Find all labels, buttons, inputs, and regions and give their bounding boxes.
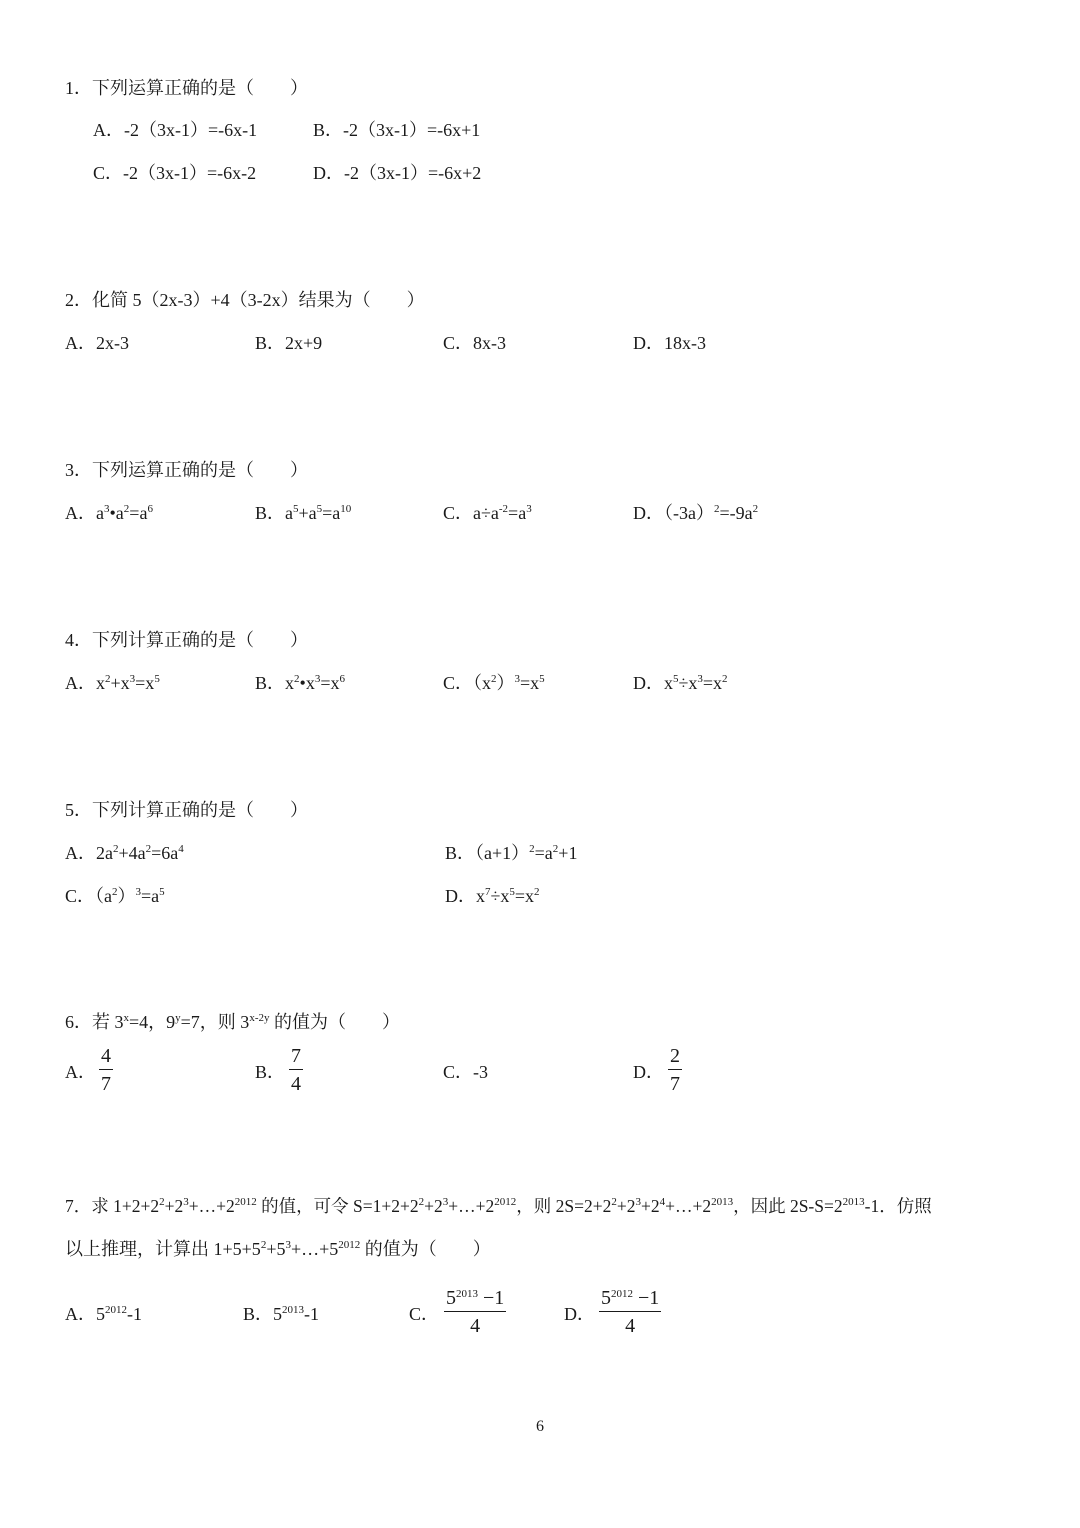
question-7-option-b: [243, 1303, 319, 1325]
exponent: 10: [340, 503, 352, 515]
numerator: [599, 1286, 661, 1310]
option-letter: D．: [633, 673, 664, 693]
exponent: 7: [485, 886, 491, 898]
math-text: =x: [514, 886, 535, 906]
question-6-letter-a: A．: [65, 1062, 96, 1082]
question-6-stem: [65, 1011, 400, 1033]
question-3-option-d: [633, 502, 758, 524]
exponent: 5: [159, 886, 165, 898]
option-letter: C．: [443, 503, 474, 523]
question-4-option-a: [65, 672, 160, 694]
math-text: 5: [96, 1304, 105, 1324]
math-text: 的值为（ ）: [360, 1239, 491, 1259]
exponent: 2: [123, 503, 130, 515]
exponent: 3: [697, 673, 703, 685]
math-text: −1: [478, 1287, 505, 1309]
math-text: ÷x: [678, 673, 698, 693]
question-5-option-c: [65, 885, 165, 907]
question-1-stem: 1．下列运算正确的是（ ）: [65, 78, 308, 98]
exponent: 2: [552, 843, 559, 855]
question-4-option-d: [633, 672, 728, 694]
exponent: 5: [293, 503, 299, 515]
fraction-bar: [668, 1069, 682, 1070]
math-text: =a: [141, 886, 160, 906]
denominator: 4: [625, 1315, 636, 1337]
math-text: ）: [117, 886, 136, 906]
option-letter: C．: [443, 1062, 474, 1082]
option-letter: B．: [255, 503, 286, 523]
option-letter: A．: [65, 673, 96, 693]
option-letter: C．: [443, 673, 474, 693]
exponent: 2013: [282, 1304, 305, 1316]
option-letter: B．: [445, 843, 476, 863]
exponent: 6: [339, 673, 345, 685]
math-text: +2: [616, 1196, 636, 1216]
exponent: 2: [491, 673, 497, 685]
math-text: 以上推理，计算出 1+5+5: [65, 1239, 261, 1259]
exponent: 4: [659, 1196, 666, 1208]
option-letter: A．: [65, 503, 96, 523]
exponent: 3: [635, 1196, 641, 1208]
exponent: 2013: [711, 1196, 734, 1208]
question-2-option-d: D．18x-3: [633, 333, 706, 353]
question-5-option-d: [445, 885, 540, 907]
denominator: 7: [101, 1073, 111, 1095]
question-6-option-a-fraction: [99, 1044, 113, 1096]
math-text: x: [664, 673, 673, 693]
math-text: =x: [520, 673, 540, 693]
math-text: -1．仿照: [864, 1196, 932, 1216]
math-text: +4a: [118, 843, 146, 863]
math-text: 的值为（ ）: [269, 1012, 400, 1032]
question-7-stem-line-1: [65, 1195, 932, 1217]
math-text: -3: [473, 1062, 489, 1082]
exponent: 2: [105, 673, 111, 685]
question-1-option-d: D．-2（3x-1）=-6x+2: [313, 163, 482, 183]
exponent: 2012: [611, 1288, 633, 1300]
question-7-stem-line-2: [65, 1238, 491, 1260]
fraction-bar: [289, 1069, 303, 1070]
question-7-letter-c: C．: [409, 1304, 440, 1324]
question-6-letter-d: D．: [633, 1062, 664, 1082]
exponent: 5: [509, 886, 515, 898]
question-1-option-a: A．-2（3x-1）=-6x-1: [93, 120, 258, 140]
fraction-bar: [599, 1311, 661, 1312]
question-6-letter-b: B．: [255, 1062, 286, 1082]
math-text: +…+2: [448, 1196, 495, 1216]
exponent: x-2y: [249, 1012, 270, 1024]
question-7-letter-d: D．: [564, 1304, 595, 1324]
exponent: 3: [285, 1239, 291, 1251]
question-4-option-b: [255, 672, 345, 694]
math-text: =x: [320, 673, 340, 693]
exponent: 3: [129, 673, 136, 685]
math-text: +…+5: [290, 1239, 339, 1259]
math-text: +…+2: [665, 1196, 712, 1216]
question-6-option-c: [443, 1061, 488, 1083]
math-text: x: [285, 673, 295, 693]
exponent: 2: [418, 1196, 425, 1208]
exponent: y: [175, 1012, 181, 1024]
exponent: 2013: [842, 1196, 865, 1208]
exponent: 2: [529, 843, 535, 855]
math-text: =4，9: [129, 1012, 176, 1032]
exponent: 6: [147, 503, 153, 515]
denominator: 4: [470, 1315, 481, 1337]
exponent: 3: [314, 673, 321, 685]
question-2-stem: 2．化简 5（2x-3）+4（3-2x）结果为（ ）: [65, 290, 425, 310]
exponent: 3: [135, 886, 142, 898]
exponent: 2: [722, 673, 728, 685]
math-text: =a: [322, 503, 341, 523]
question-1-option-c: C．-2（3x-1）=-6x-2: [93, 163, 257, 183]
math-text: =x: [702, 673, 723, 693]
math-text: =6a: [151, 843, 179, 863]
math-text: 5: [273, 1304, 283, 1324]
question-6-option-b-fraction: [289, 1044, 303, 1096]
exponent: 2: [611, 1196, 617, 1208]
math-text: （a: [95, 886, 113, 906]
exponent: 2013: [456, 1288, 478, 1300]
exponent: -2: [498, 503, 509, 515]
math-text: +…+2: [188, 1196, 235, 1216]
math-text: 的值，可令 S=1+2+2: [256, 1196, 419, 1216]
question-3-stem: 3．下列运算正确的是（ ）: [65, 460, 308, 480]
exponent: 2: [260, 1239, 267, 1251]
exponent: 5: [539, 673, 545, 685]
exponent: 3: [442, 1196, 449, 1208]
option-letter: D．: [633, 503, 664, 523]
math-text: =a: [508, 503, 527, 523]
question-5-option-a: [65, 842, 184, 864]
math-text: =x: [135, 673, 155, 693]
exponent: 2: [113, 843, 119, 855]
question-2-option-b: B．2x+9: [255, 333, 323, 353]
math-text: （-3a）: [664, 503, 714, 523]
math-text: =a: [129, 503, 148, 523]
math-text: +2: [640, 1196, 660, 1216]
math-text: −1: [633, 1287, 660, 1309]
exponent: 3: [514, 673, 521, 685]
exponent: 2012: [105, 1304, 127, 1316]
math-text: ÷x: [490, 886, 510, 906]
option-letter: B．: [255, 673, 286, 693]
question-4-option-c: [443, 672, 545, 694]
question-5-option-b: [445, 842, 577, 864]
exponent: 5: [154, 673, 160, 685]
question-7-option-d-fraction: [599, 1286, 661, 1338]
exponent: 5: [673, 673, 679, 685]
exponent: 3: [183, 1196, 189, 1208]
math-text: ）: [496, 673, 515, 693]
math-text: （x: [473, 673, 492, 693]
math-text: =a: [534, 843, 553, 863]
exponent: 2: [752, 503, 759, 515]
math-text: +2: [164, 1196, 184, 1216]
numerator: 7: [291, 1045, 301, 1067]
exponent: 3: [104, 503, 110, 515]
exponent: 2012: [338, 1239, 361, 1251]
math-text: +5: [266, 1239, 286, 1259]
fraction-bar: [99, 1069, 113, 1070]
question-1-option-b: B．-2（3x-1）=-6x+1: [313, 120, 481, 140]
exponent: 3: [526, 503, 532, 515]
question-3-option-c: [443, 502, 532, 524]
exponent: 2: [294, 673, 300, 685]
denominator: 7: [670, 1073, 680, 1095]
math-text: +1: [558, 843, 578, 863]
exponent: 2012: [494, 1196, 517, 1208]
question-2-option-c: C．8x-3: [443, 333, 506, 353]
exponent: 5: [316, 503, 323, 515]
question-5-stem: 5．下列计算正确的是（ ）: [65, 800, 308, 820]
exponent: 2: [534, 886, 540, 898]
fraction-bar: [444, 1311, 506, 1312]
math-text: a: [96, 503, 104, 523]
exponent: 2: [713, 503, 720, 515]
math-text: ，因此 2S-S=2: [733, 1196, 843, 1216]
math-text: =7，则 3: [180, 1012, 250, 1032]
option-letter: A．: [65, 1304, 96, 1324]
option-letter: D．: [445, 886, 476, 906]
question-7-option-c-fraction: [444, 1286, 506, 1338]
math-text: 2a: [96, 843, 113, 863]
math-text: 5: [601, 1287, 611, 1309]
math-text: x: [96, 673, 105, 693]
math-text: +a: [298, 503, 317, 523]
question-3-option-b: [255, 502, 351, 524]
exponent: x: [123, 1012, 129, 1024]
numerator: [444, 1286, 506, 1310]
math-text: a÷a: [473, 503, 499, 523]
option-letter: B．: [243, 1304, 274, 1324]
exponent: 2: [159, 1196, 165, 1208]
math-text: •x: [299, 673, 315, 693]
question-6-option-d-fraction: [668, 1044, 682, 1096]
math-text: a: [285, 503, 294, 523]
math-text: +2: [424, 1196, 443, 1216]
exponent: 4: [178, 843, 184, 855]
numerator: 2: [670, 1045, 680, 1067]
page-number: 6: [536, 1418, 544, 1435]
question-3-option-a: [65, 502, 153, 524]
math-text: 6．若 3: [65, 1012, 124, 1032]
question-2-option-a: A．2x-3: [65, 333, 129, 353]
math-text: （a+1）: [475, 843, 530, 863]
math-text: -1: [127, 1304, 142, 1324]
question-4-stem: 4．下列计算正确的是（ ）: [65, 630, 308, 650]
math-text: 5: [446, 1287, 456, 1309]
math-text: x: [476, 886, 485, 906]
math-text: ，则 2S=2+2: [516, 1196, 612, 1216]
exponent: 2: [145, 843, 152, 855]
math-text: =-9a: [719, 503, 753, 523]
math-text: 7．求 1+2+2: [65, 1196, 160, 1216]
exponent: 2012: [234, 1196, 257, 1208]
denominator: 4: [291, 1073, 301, 1095]
option-letter: C．: [65, 886, 96, 906]
math-text: •a: [109, 503, 124, 523]
exponent: 2: [112, 886, 118, 898]
math-text: +x: [110, 673, 130, 693]
numerator: 4: [101, 1045, 111, 1067]
option-letter: A．: [65, 843, 96, 863]
math-text: -1: [304, 1304, 320, 1324]
question-7-option-a: [65, 1303, 142, 1325]
